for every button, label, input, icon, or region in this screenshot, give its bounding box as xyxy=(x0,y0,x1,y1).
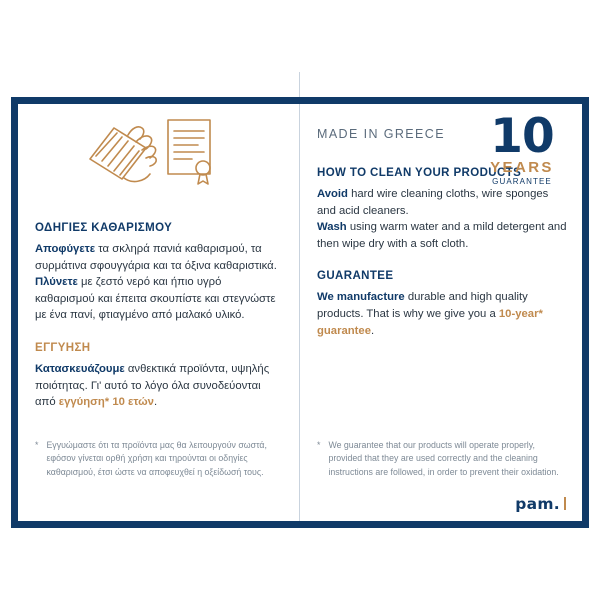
pam-logo xyxy=(515,495,566,513)
left-guarantee-lead: Κατασκευάζουμε xyxy=(35,362,125,375)
right-guarantee-highlight: 10-year* guarantee xyxy=(317,307,543,337)
left-guarantee-section xyxy=(35,342,282,411)
left-column xyxy=(18,104,300,521)
right-footnote xyxy=(317,439,568,479)
right-cleaning-text-2: using warm water and a mild detergent and then wipe dry with a soft cloth. xyxy=(317,221,567,250)
logo-accent-bar xyxy=(564,497,566,510)
left-guarantee-text-1: ανθεκτικά προϊόντα, υψηλής ποιότητας. Γι' αυτό το λόγο όλα συνοδεύονται από xyxy=(35,362,270,409)
right-column xyxy=(300,104,582,521)
left-cleaning-lead-2: Πλύνετε xyxy=(35,276,78,289)
pam-logo-text: pam. xyxy=(515,495,560,513)
left-cleaning-section xyxy=(35,222,282,324)
right-cleaning-lead-2: Wash xyxy=(317,221,347,234)
left-footnote xyxy=(35,439,282,479)
content-area xyxy=(18,104,582,521)
left-guarantee-text-2: . xyxy=(153,396,158,409)
left-cleaning-text-2: με ζεστό νερό και ήπιο υγρό καθαρισμού και έπειτα σκουπίστε και στεγνώστε με ένα πανί, φτιαγμένο από μαλακό υλικό. xyxy=(35,276,276,322)
right-guarantee-title: GUARANTEE xyxy=(317,270,394,283)
right-footnote-star: * xyxy=(317,439,321,450)
badge-number: 10 xyxy=(490,109,554,164)
right-footnote-text: We guarantee that our products will operate properly, provided that they are used correctly and the cleaning instructions are followed, in order to prevent their oxidation. xyxy=(328,439,559,477)
right-guarantee-body xyxy=(317,289,568,339)
left-footnote-text: Εγγυώμαστε ότι τα προϊόντα μας θα λειτουργούν σωστά, εφόσον γίνεται ορθή χρήση και τηρούνται οι οδηγίες καθαρισμού, έτσι ώστε να αποφευχθεί η οξείδωσή τους. xyxy=(46,439,267,477)
right-cleaning-lead-1: Avoid xyxy=(317,188,348,200)
left-cleaning-body xyxy=(35,241,282,324)
ten-year-guarantee-badge xyxy=(476,109,568,187)
right-cleaning-title: HOW TO CLEAN YOUR PRODUCTS xyxy=(317,167,522,179)
cleaning-illustration xyxy=(35,112,282,198)
hand-with-cloth-icon xyxy=(90,127,156,182)
badge-guarantee-label: GUARANTEE xyxy=(492,177,552,186)
left-guarantee-title: ΕΓΓΥΗΣΗ xyxy=(35,341,91,354)
right-guarantee-lead: We manufacture xyxy=(317,291,405,304)
left-cleaning-lead-1: Αποφύγετε xyxy=(35,243,96,255)
left-guarantee-highlight: εγγύηση* 10 ετών xyxy=(58,396,154,409)
left-cleaning-text-1: τα σκληρά πανιά καθαρισμού, τα συρμάτινα σφουγγάρια και τα όξινα καθαριστικά. xyxy=(35,243,277,272)
right-cleaning-body xyxy=(317,186,568,252)
right-cleaning-text-1: hard wire cleaning cloths, wire sponges and acid cleaners. xyxy=(317,188,549,217)
made-in-greece-label: MADE IN GREECE xyxy=(317,127,445,141)
right-guarantee-text-1: durable and high quality products. That is why we give you a xyxy=(317,291,528,320)
left-footnote-star: * xyxy=(35,439,39,450)
left-text-block xyxy=(35,222,282,411)
left-guarantee-body xyxy=(35,361,282,411)
right-guarantee-text-2: . xyxy=(371,324,375,337)
certificate-icon xyxy=(168,120,210,184)
badge-years-label: YEARS xyxy=(490,159,554,176)
right-text-block xyxy=(317,167,568,339)
left-cleaning-title: ΟΔΗΓΙΕΣ ΚΑΘΑΡΙΣΜΟΥ xyxy=(35,222,173,234)
right-guarantee-section xyxy=(317,270,568,339)
